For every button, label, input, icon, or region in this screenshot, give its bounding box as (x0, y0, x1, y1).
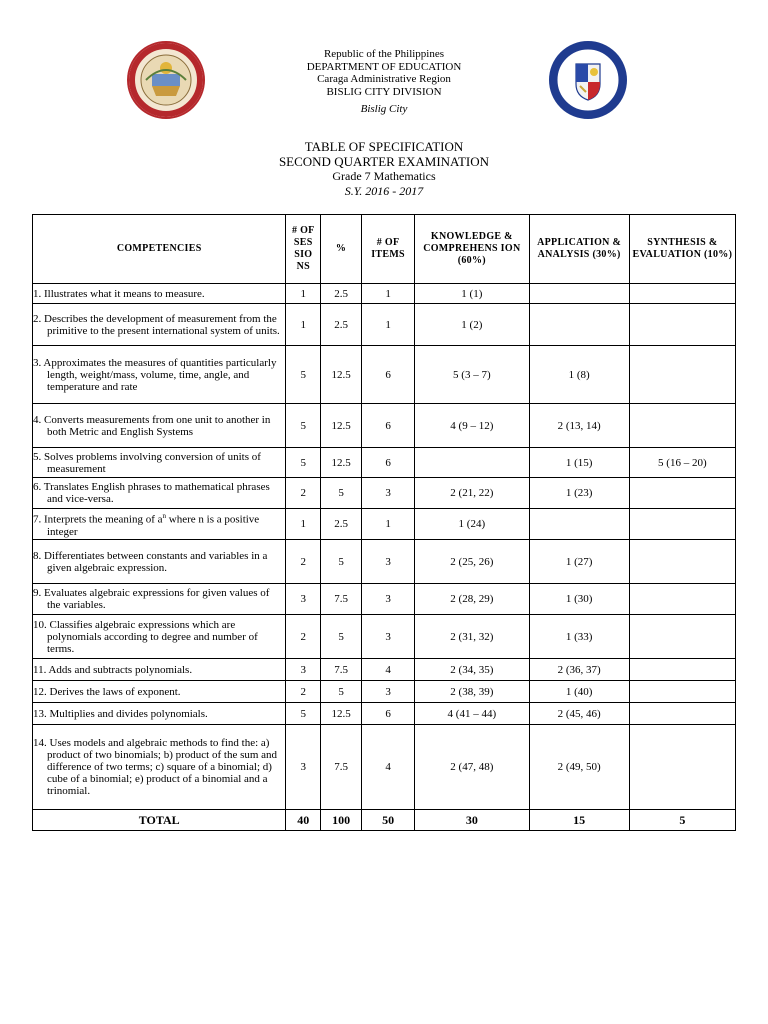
sessions-cell: 1 (286, 304, 321, 346)
sessions-cell: 3 (286, 659, 321, 681)
percent-cell: 7.5 (321, 584, 362, 615)
knowledge-cell: 2 (34, 35) (415, 659, 529, 681)
header-synthesis: SYNTHESIS & EVALUATION (10%) (629, 215, 735, 284)
table-row (33, 346, 736, 404)
competency-text-start: 7. Interprets the meaning of a (33, 513, 163, 526)
application-cell: 1 (33) (529, 615, 629, 659)
competency-cell (33, 584, 286, 615)
total-label: TOTAL (33, 810, 286, 831)
table-header-row (33, 215, 736, 284)
knowledge-cell: 4 (41 – 44) (415, 703, 529, 725)
header-application: APPLICATION & ANALYSIS (30%) (529, 215, 629, 284)
application-cell: 2 (49, 50) (529, 725, 629, 810)
specification-table (32, 214, 736, 831)
synthesis-cell (629, 703, 735, 725)
knowledge-cell (415, 448, 529, 478)
sessions-cell: 2 (286, 478, 321, 509)
application-cell (529, 509, 629, 540)
competency-text: 1. Illustrates what it means to measure. (33, 287, 205, 300)
application-cell (529, 304, 629, 346)
header-knowledge: KNOWLEDGE & COMPREHENS ION (60%) (415, 215, 529, 284)
document-titles (0, 139, 768, 199)
sessions-cell: 2 (286, 540, 321, 584)
synthesis-cell (629, 284, 735, 304)
sessions-cell: 5 (286, 703, 321, 725)
items-cell: 3 (362, 478, 415, 509)
competency-text: 10. Classifies algebraic expressions which are polynomials according to degree and number of terms. (33, 618, 258, 655)
synthesis-cell: 5 (16 – 20) (629, 448, 735, 478)
items-cell: 6 (362, 703, 415, 725)
table-row (33, 540, 736, 584)
competency-cell (33, 509, 286, 540)
total-synthesis: 5 (629, 810, 735, 831)
competency-text: 4. Converts measurements from one unit to another in both Metric and English Systems (33, 413, 271, 438)
competency-cell (33, 478, 286, 509)
application-cell (529, 284, 629, 304)
items-cell: 4 (362, 725, 415, 810)
total-sessions: 40 (286, 810, 321, 831)
application-cell: 2 (36, 37) (529, 659, 629, 681)
letterhead-division: BISLIG CITY DIVISION (326, 85, 442, 98)
letterhead-region: Caraga Administrative Region (317, 73, 451, 85)
knowledge-cell: 5 (3 – 7) (415, 346, 529, 404)
synthesis-cell (629, 725, 735, 810)
total-knowledge: 30 (415, 810, 529, 831)
items-cell: 3 (362, 584, 415, 615)
synthesis-cell (629, 659, 735, 681)
knowledge-cell: 2 (28, 29) (415, 584, 529, 615)
competency-text: 3. Approximates the measures of quantities particularly length, weight/mass, volume, time, angle, and temperature and rate (33, 356, 277, 393)
percent-cell: 2.5 (321, 509, 362, 540)
table-row (33, 284, 736, 304)
sessions-cell: 5 (286, 448, 321, 478)
items-cell: 6 (362, 346, 415, 404)
synthesis-cell (629, 404, 735, 448)
competency-cell (33, 284, 286, 304)
knowledge-cell: 4 (9 – 12) (415, 404, 529, 448)
synthesis-cell (629, 304, 735, 346)
total-application: 15 (529, 810, 629, 831)
items-cell: 4 (362, 659, 415, 681)
percent-cell: 12.5 (321, 448, 362, 478)
application-cell: 1 (30) (529, 584, 629, 615)
competency-text: 13. Multiplies and divides polynomials. (33, 707, 208, 720)
percent-cell: 2.5 (321, 304, 362, 346)
competency-cell (33, 725, 286, 810)
sessions-cell: 5 (286, 346, 321, 404)
items-cell: 6 (362, 404, 415, 448)
percent-cell: 5 (321, 540, 362, 584)
letterhead-country: Republic of the Philippines (323, 48, 445, 60)
competency-text: 9. Evaluates algebraic expressions for given values of the variables. (33, 587, 270, 611)
competency-text: 2. Describes the development of measurement from the primitive to the present international system of units. (33, 312, 280, 337)
application-cell: 1 (23) (529, 478, 629, 509)
items-cell: 1 (362, 304, 415, 346)
total-row (33, 810, 736, 831)
table-row (33, 615, 736, 659)
percent-cell: 5 (321, 681, 362, 703)
synthesis-cell (629, 509, 735, 540)
competency-cell (33, 448, 286, 478)
percent-cell: 12.5 (321, 346, 362, 404)
competency-text: 14. Uses models and algebraic methods to find the: a) product of two binomials; b) product of the sum and difference of two terms; c) square of a binomial; d) cube of a binomial; e) product of a binomial and a trinomial. (33, 737, 278, 797)
knowledge-cell: 1 (24) (415, 509, 529, 540)
sessions-cell: 1 (286, 284, 321, 304)
header-items: # OF ITEMS (362, 215, 415, 284)
sessions-cell: 5 (286, 404, 321, 448)
application-cell: 1 (27) (529, 540, 629, 584)
competency-cell (33, 615, 286, 659)
percent-cell: 12.5 (321, 703, 362, 725)
percent-cell: 7.5 (321, 725, 362, 810)
synthesis-cell (629, 346, 735, 404)
table-row (33, 478, 736, 509)
application-cell: 1 (8) (529, 346, 629, 404)
knowledge-cell: 2 (31, 32) (415, 615, 529, 659)
knowledge-cell: 2 (38, 39) (415, 681, 529, 703)
table-row (33, 703, 736, 725)
synthesis-cell (629, 540, 735, 584)
table-row (33, 304, 736, 346)
table-row (33, 725, 736, 810)
items-cell: 1 (362, 284, 415, 304)
letterhead (0, 48, 768, 116)
competency-cell (33, 659, 286, 681)
competency-cell (33, 540, 286, 584)
percent-cell: 5 (321, 615, 362, 659)
competency-text: 6. Translates English phrases to mathematical phrases and vice-versa. (33, 481, 270, 505)
competency-text: 5. Solves problems involving conversion of units of measurement (33, 450, 261, 475)
total-items: 50 (362, 810, 415, 831)
header-sessions: # OF SES SIO NS (286, 215, 321, 284)
items-cell: 3 (362, 615, 415, 659)
application-cell: 1 (15) (529, 448, 629, 478)
competency-cell (33, 346, 286, 404)
table-row (33, 659, 736, 681)
document-grade: Grade 7 Mathematics (332, 169, 436, 183)
percent-cell: 7.5 (321, 659, 362, 681)
sessions-cell: 2 (286, 615, 321, 659)
table-row (33, 448, 736, 478)
competency-text: 8. Differentiates between constants and variables in a given algebraic expression. (33, 549, 268, 574)
letterhead-city: Bislig City (360, 103, 408, 115)
competency-text: 11. Adds and subtracts polynomials. (33, 663, 193, 676)
competency-cell (33, 404, 286, 448)
synthesis-cell (629, 478, 735, 509)
knowledge-cell: 2 (21, 22) (415, 478, 529, 509)
items-cell: 6 (362, 448, 415, 478)
sessions-cell: 3 (286, 725, 321, 810)
knowledge-cell: 2 (47, 48) (415, 725, 529, 810)
table-row (33, 584, 736, 615)
header-competencies: COMPETENCIES (33, 215, 286, 284)
application-cell: 1 (40) (529, 681, 629, 703)
document-school-year: S.Y. 2016 - 2017 (344, 184, 424, 198)
competency-text-end: where n is a positive integer (47, 513, 260, 538)
percent-cell: 2.5 (321, 284, 362, 304)
total-percent: 100 (321, 810, 362, 831)
competency-cell (33, 703, 286, 725)
sessions-cell: 3 (286, 584, 321, 615)
application-cell: 2 (45, 46) (529, 703, 629, 725)
synthesis-cell (629, 681, 735, 703)
synthesis-cell (629, 615, 735, 659)
competency-text: 12. Derives the laws of exponent. (33, 685, 181, 698)
header-percent: % (321, 215, 362, 284)
knowledge-cell: 1 (1) (415, 284, 529, 304)
letterhead-department: DEPARTMENT OF EDUCATION (306, 60, 462, 73)
document-subtitle: SECOND QUARTER EXAMINATION (278, 154, 490, 169)
items-cell: 1 (362, 509, 415, 540)
sessions-cell: 1 (286, 509, 321, 540)
synthesis-cell (629, 584, 735, 615)
competency-text (33, 510, 285, 538)
table-row (33, 509, 736, 540)
table-row (33, 404, 736, 448)
competency-cell (33, 681, 286, 703)
application-cell: 2 (13, 14) (529, 404, 629, 448)
sessions-cell: 2 (286, 681, 321, 703)
percent-cell: 5 (321, 478, 362, 509)
items-cell: 3 (362, 540, 415, 584)
knowledge-cell: 1 (2) (415, 304, 529, 346)
items-cell: 3 (362, 681, 415, 703)
table-row (33, 681, 736, 703)
competency-cell (33, 304, 286, 346)
document-title: TABLE OF SPECIFICATION (304, 139, 464, 154)
exponent-n: n (162, 512, 167, 521)
knowledge-cell: 2 (25, 26) (415, 540, 529, 584)
percent-cell: 12.5 (321, 404, 362, 448)
